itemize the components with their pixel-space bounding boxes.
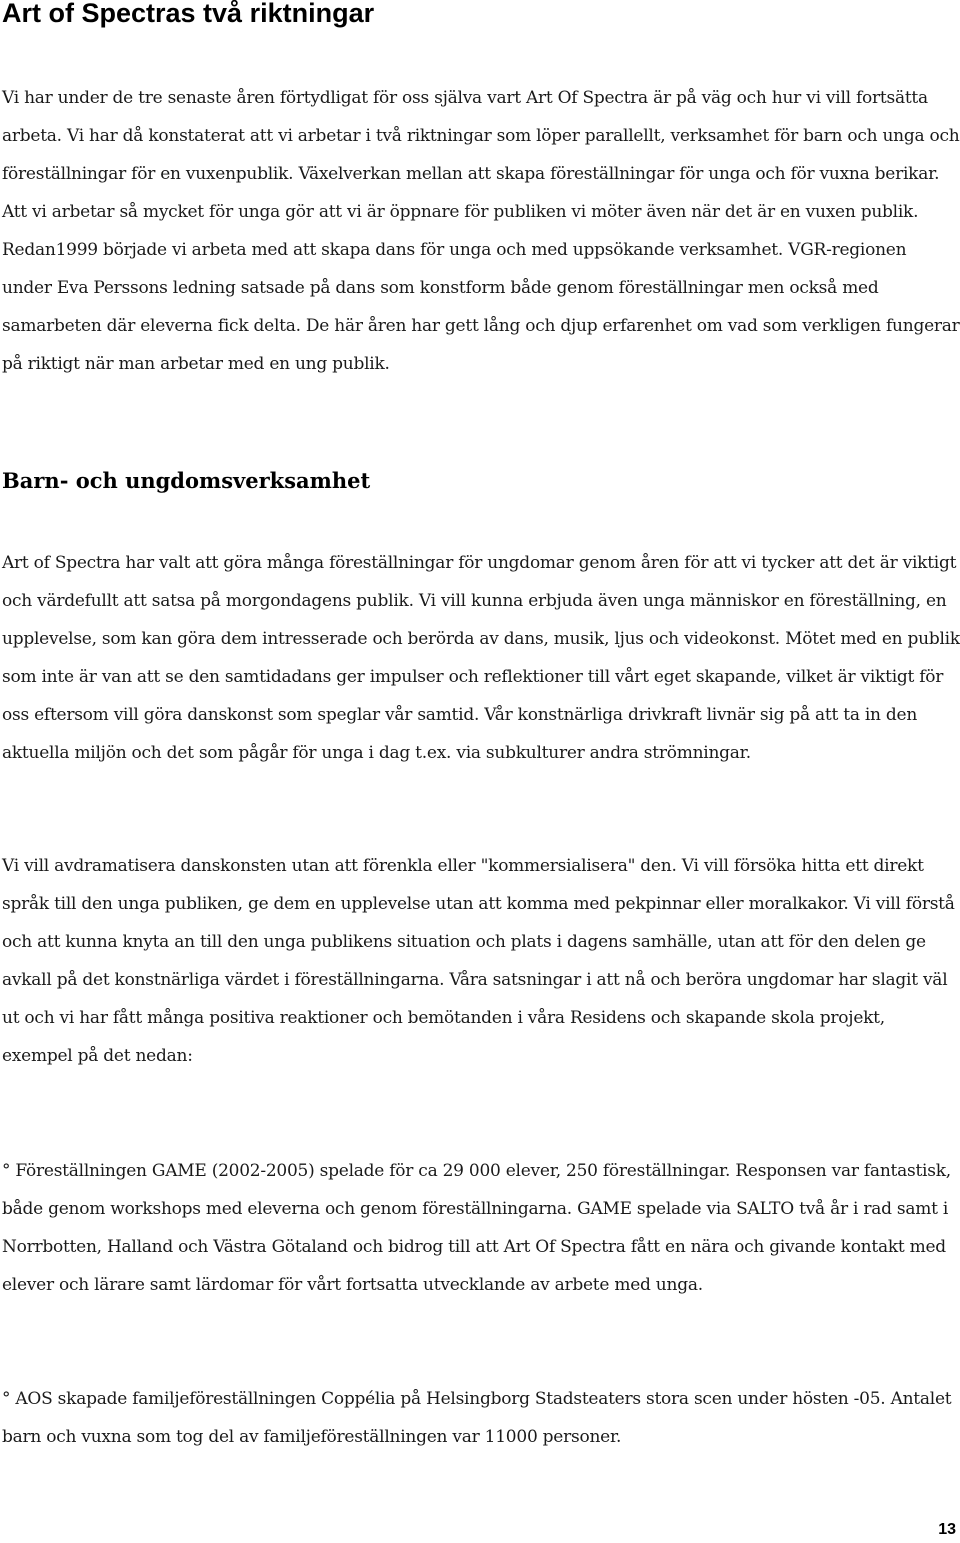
page-title: Art of Spectras två riktningar <box>2 0 375 28</box>
bullet-game: ° Föreställningen GAME (2002-2005) spelade för ca 29 000 elever, 250 föreställningar. Responsen var fantastisk, både genom workshops med eleverna och genom föreställningarna. GAME spelade via SALTO två år i rad samt i Norrbotten, Halland och Västra Götaland och bidrog till att Art Of Spectra fått en nära och givande kontakt med elever och lärare samt lärdomar för vårt fortsatta utvecklande av arbete med unga. <box>2 1161 951 1295</box>
bullet-coppelia: ° AOS skapade familjeföreställningen Coppélia på Helsingborg Stadsteaters stora scen under hösten -05. Antalet barn och vuxna som tog del av familjeföreställningen var 11000 personer. <box>2 1389 952 1447</box>
section-heading: Barn- och ungdomsverksamhet <box>2 468 371 493</box>
intro-paragraph: Vi har under de tre senaste åren förtydligat för oss själva vart Art Of Spectra är på väg och hur vi vill fortsätta arbeta. Vi har då konstaterat att vi arbetar i två riktningar som löper parallellt, verksamhet för barn och unga och föreställningar för en vuxenpublik. Växelverkan mellan att skapa föreställningar för unga och för vuxna berikar. Att vi arbetar så mycket för unga gör att vi är öppnare för publiken vi möter även när det är en vuxen publik. Redan1999 började vi arbeta med att skapa dans för unga och med uppsökande verksamhet. VGR-regionen under Eva Perssons ledning satsade på dans som konstform både genom föreställningar men också med samarbeten där eleverna fick delta. De här åren har gett lång och djup erfarenhet om vad som verkligen fungerar på riktigt när man arbetar med en ung publik. <box>2 88 960 374</box>
body-paragraph-2: Vi vill avdramatisera danskonsten utan att förenkla eller "kommersialisera" den. Vi vill försöka hitta ett direkt språk till den unga publiken, ge dem en upplevelse utan att komma med pekpinnar eller moralkakor. Vi vill förstå och att kunna knyta an till den unga publikens situation och plats i dagens samhälle, utan att för den delen ge avkall på det konstnärliga värdet i föreställningarna. Våra satsningar i att nå och beröra ungdomar har slagit väl ut och vi har fått många positiva reaktioner och bemötanden i våra Residens och skapande skola projekt, exempel på det nedan: <box>2 856 955 1066</box>
page-number: 13 <box>938 1521 956 1538</box>
body-paragraph-1: Art of Spectra har valt att göra många föreställningar för ungdomar genom åren för att vi tycker att det är viktigt och värdefullt att satsa på morgondagens publik. Vi vill kunna erbjuda även unga människor en föreställning, en upplevelse, som kan göra dem intresserade och berörda av dans, musik, ljus och videokonst. Mötet med en publik som inte är van att se den samtidadans ger impulser och reflektioner till vårt eget skapande, vilket är viktigt för oss eftersom vill göra danskonst som speglar vår samtid. Vår konstnärliga drivkraft livnär sig på att ta in den aktuella miljön och det som pågår för unga i dag t.ex. via subkulturer andra strömningar. <box>2 553 960 763</box>
